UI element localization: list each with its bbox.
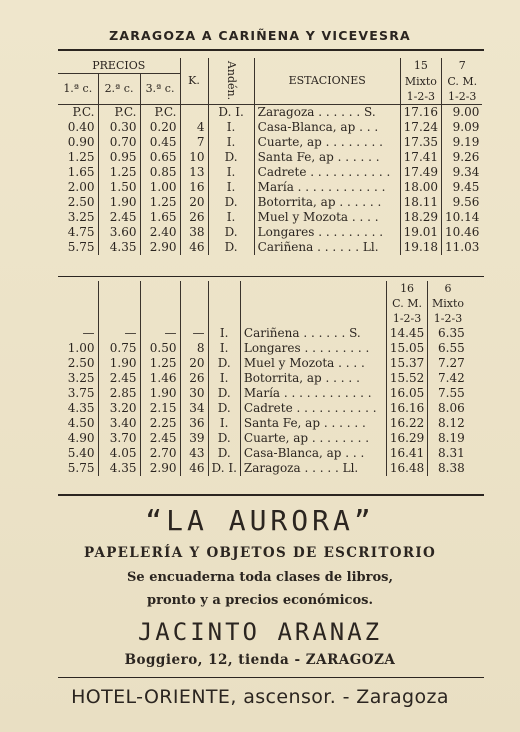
outbound-cell: D.: [208, 225, 254, 240]
outbound-cell: [180, 104, 208, 120]
outbound-cell: 0.40: [58, 120, 98, 135]
return-cell: D.: [208, 446, 240, 461]
return-cell: 7.42: [438, 371, 465, 385]
outbound-row: [58, 210, 482, 225]
outbound-cell: Cariñena . . . . . . Ll.: [254, 240, 400, 255]
outbound-cell: I.: [208, 120, 254, 135]
outbound-cell: 9.09: [452, 119, 480, 134]
return-row: [58, 341, 468, 356]
return-cell: 2.45: [140, 431, 180, 446]
outbound-timetable: [58, 58, 482, 255]
return-cell: 3.70: [98, 431, 140, 446]
return-cell: —: [98, 326, 140, 341]
return-row: [58, 401, 468, 416]
hotel-oriente-ad: HOTEL-ORIENTE, ascensor. - Zaragoza: [71, 686, 449, 708]
return-cell: 34: [180, 401, 208, 416]
return-cell: 8.38: [438, 461, 465, 475]
return-cell: —: [140, 326, 180, 341]
outbound-cell: 4: [180, 120, 208, 135]
return-cell: Casa-Blanca, ap . . .: [240, 446, 386, 461]
outbound-cell: 0.70: [98, 135, 140, 150]
return-cell: 15.05: [386, 341, 427, 356]
outbound-cell: 5.75: [58, 240, 98, 255]
return-cell: 2.85: [98, 386, 140, 401]
class-3-label: 3.ª c.: [140, 74, 180, 105]
outbound-cell: I.: [208, 135, 254, 150]
train-15-number: 15: [400, 58, 441, 74]
return-cell: Cadrete . . . . . . . . . . .: [240, 401, 386, 416]
outbound-cell: 9.26: [452, 149, 480, 164]
return-cell: 1.00: [58, 341, 98, 356]
outbound-cell: 10.14: [445, 209, 480, 224]
return-cell: 46: [180, 461, 208, 476]
table-bottom-rule: [58, 494, 484, 496]
return-cell: 3.75: [58, 386, 98, 401]
ad-line-1: Se encuaderna toda clases de libros,: [127, 570, 393, 585]
return-timetable: [58, 281, 468, 476]
return-cell: 30: [180, 386, 208, 401]
outbound-cell: 19.01: [400, 225, 441, 240]
outbound-row: [58, 165, 482, 180]
return-row: [58, 431, 468, 446]
return-cell: Longares . . . . . . . . .: [240, 341, 386, 356]
estaciones-label: ESTACIONES: [254, 58, 400, 104]
outbound-cell: 0.65: [140, 150, 180, 165]
k-label: K.: [180, 58, 208, 104]
return-cell: D. I.: [208, 461, 240, 476]
return-rows: [58, 326, 468, 476]
outbound-cell: D.: [208, 150, 254, 165]
return-cell: 2.45: [98, 371, 140, 386]
title-rule: [58, 49, 484, 51]
outbound-cell: 9.34: [452, 164, 480, 179]
hotel-rule: [58, 677, 484, 678]
outbound-cell: Cuarte, ap . . . . . . . .: [254, 135, 400, 150]
return-cell: 2.90: [140, 461, 180, 476]
return-cell: 20: [180, 356, 208, 371]
outbound-cell: 17.41: [400, 150, 441, 165]
outbound-cell: 18.00: [400, 180, 441, 195]
anden-label: Andén.: [208, 58, 254, 104]
train-15-type: Mixto 1-2-3: [400, 74, 441, 105]
return-row: [58, 371, 468, 386]
outbound-row: [58, 195, 482, 210]
return-cell: 4.50: [58, 416, 98, 431]
return-cell: 6.55: [438, 341, 465, 355]
train-6-header: 6 Mixto 1-2-3: [431, 282, 465, 325]
return-row: [58, 326, 468, 341]
outbound-cell: 17.35: [400, 135, 441, 150]
outbound-cell: P.C.: [58, 104, 98, 120]
outbound-row: [58, 150, 482, 165]
outbound-cell: Botorrita, ap . . . . . .: [254, 195, 400, 210]
outbound-cell: 46: [180, 240, 208, 255]
outbound-rows: [58, 104, 482, 255]
outbound-cell: 38: [180, 225, 208, 240]
return-cell: Muel y Mozota . . . .: [240, 356, 386, 371]
return-cell: 1.90: [140, 386, 180, 401]
outbound-cell: 1.90: [98, 195, 140, 210]
return-cell: I.: [208, 326, 240, 341]
return-cell: 2.50: [58, 356, 98, 371]
return-cell: 2.70: [140, 446, 180, 461]
outbound-cell: 3.60: [98, 225, 140, 240]
return-cell: María . . . . . . . . . . . .: [240, 386, 386, 401]
return-cell: D.: [208, 431, 240, 446]
outbound-cell: 18.29: [400, 210, 441, 225]
outbound-cell: 9.00: [452, 104, 480, 119]
return-cell: 5.75: [58, 461, 98, 476]
return-cell: 26: [180, 371, 208, 386]
outbound-cell: D.: [208, 240, 254, 255]
return-cell: 15.37: [386, 356, 427, 371]
ad-line-2: pronto y a precios económicos.: [147, 593, 373, 608]
return-cell: 16.48: [386, 461, 427, 476]
outbound-cell: 17.24: [400, 120, 441, 135]
return-cell: 4.05: [98, 446, 140, 461]
return-cell: 16.29: [386, 431, 427, 446]
outbound-cell: 16: [180, 180, 208, 195]
return-cell: 1.90: [98, 356, 140, 371]
return-cell: 3.20: [98, 401, 140, 416]
ad-address: Boggiero, 12, tienda - ZARAGOZA: [124, 652, 396, 668]
return-row: [58, 446, 468, 461]
outbound-cell: 19.18: [400, 240, 441, 255]
outbound-cell: 0.30: [98, 120, 140, 135]
outbound-cell: Zaragoza . . . . . . S.: [254, 104, 400, 120]
return-cell: 16.16: [386, 401, 427, 416]
return-cell: 4.35: [58, 401, 98, 416]
return-cell: 8.19: [438, 431, 465, 445]
outbound-cell: 1.25: [98, 165, 140, 180]
outbound-cell: María . . . . . . . . . . . .: [254, 180, 400, 195]
return-cell: 2.25: [140, 416, 180, 431]
return-cell: 1.46: [140, 371, 180, 386]
outbound-cell: 1.50: [98, 180, 140, 195]
outbound-cell: I.: [208, 165, 254, 180]
train-7-number: 7: [458, 59, 466, 73]
outbound-cell: I.: [208, 210, 254, 225]
outbound-cell: Longares . . . . . . . . .: [254, 225, 400, 240]
return-cell: D.: [208, 401, 240, 416]
return-cell: 8.06: [438, 401, 465, 415]
papeleria-heading: PAPELERÍA Y OBJETOS DE ESCRITORIO: [83, 545, 437, 561]
outbound-cell: 2.40: [140, 225, 180, 240]
return-cell: 0.50: [140, 341, 180, 356]
return-cell: 8.12: [438, 416, 465, 430]
outbound-row: [58, 120, 482, 135]
train-7-type: C. M. 1-2-3: [447, 74, 478, 103]
return-cell: I.: [208, 416, 240, 431]
return-row: [58, 386, 468, 401]
return-cell: 15.52: [386, 371, 427, 386]
outbound-cell: 0.90: [58, 135, 98, 150]
mid-rule: [58, 276, 484, 277]
return-cell: 3.40: [98, 416, 140, 431]
return-cell: —: [180, 326, 208, 341]
return-row: [58, 416, 468, 431]
return-cell: 7.55: [438, 386, 465, 400]
page-title: ZARAGOZA A CARIÑENA Y VICEVESRA: [109, 28, 411, 43]
return-cell: 8.31: [438, 446, 465, 460]
outbound-cell: 1.25: [58, 150, 98, 165]
outbound-row: [58, 104, 482, 120]
outbound-cell: Casa-Blanca, ap . . .: [254, 120, 400, 135]
precios-label: PRECIOS: [58, 58, 180, 74]
return-cell: 8: [180, 341, 208, 356]
return-cell: 5.40: [58, 446, 98, 461]
return-cell: Cariñena . . . . . . S.: [240, 326, 386, 341]
outbound-cell: 9.45: [452, 179, 480, 194]
jacinto-aranaz-heading: JACINTO ARANAZ: [137, 618, 383, 646]
return-cell: Cuarte, ap . . . . . . . .: [240, 431, 386, 446]
header-row-1: [58, 58, 482, 74]
return-cell: 3.25: [58, 371, 98, 386]
outbound-cell: 1.00: [140, 180, 180, 195]
return-cell: Zaragoza . . . . . Ll.: [240, 461, 386, 476]
return-cell: 1.25: [140, 356, 180, 371]
return-cell: 39: [180, 431, 208, 446]
outbound-cell: 18.11: [400, 195, 441, 210]
outbound-cell: 2.45: [98, 210, 140, 225]
outbound-cell: Cadrete . . . . . . . . . . .: [254, 165, 400, 180]
outbound-cell: 2.50: [58, 195, 98, 210]
return-row: [58, 356, 468, 371]
return-cell: 0.75: [98, 341, 140, 356]
outbound-cell: 26: [180, 210, 208, 225]
return-cell: 16.41: [386, 446, 427, 461]
outbound-cell: 3.25: [58, 210, 98, 225]
outbound-cell: 17.49: [400, 165, 441, 180]
return-cell: 43: [180, 446, 208, 461]
la-aurora-heading: “LA AURORA”: [145, 504, 375, 537]
outbound-cell: Santa Fe, ap . . . . . .: [254, 150, 400, 165]
return-cell: 14.45: [386, 326, 427, 341]
outbound-cell: 11.03: [445, 239, 480, 254]
class-2-label: 2.ª c.: [98, 74, 140, 105]
outbound-cell: 13: [180, 165, 208, 180]
outbound-row: [58, 180, 482, 195]
outbound-cell: 0.45: [140, 135, 180, 150]
outbound-cell: 4.35: [98, 240, 140, 255]
outbound-cell: 9.56: [452, 194, 480, 209]
outbound-row: [58, 225, 482, 240]
return-cell: 16.22: [386, 416, 427, 431]
return-cell: 4.35: [98, 461, 140, 476]
outbound-cell: 1.65: [58, 165, 98, 180]
outbound-cell: 4.75: [58, 225, 98, 240]
outbound-cell: 9.19: [452, 134, 480, 149]
outbound-cell: 17.16: [400, 104, 441, 120]
outbound-cell: P.C.: [98, 104, 140, 120]
outbound-cell: P.C.: [140, 104, 180, 120]
return-row: [58, 461, 468, 476]
outbound-cell: I.: [208, 180, 254, 195]
outbound-cell: D.: [208, 195, 254, 210]
outbound-cell: 1.25: [140, 195, 180, 210]
outbound-cell: 0.85: [140, 165, 180, 180]
outbound-cell: 20: [180, 195, 208, 210]
return-cell: 7.27: [438, 356, 465, 370]
outbound-cell: 0.20: [140, 120, 180, 135]
return-cell: —: [58, 326, 98, 341]
outbound-cell: 2.90: [140, 240, 180, 255]
class-1-label: 1.ª c.: [58, 74, 98, 105]
return-cell: 36: [180, 416, 208, 431]
return-cell: 4.90: [58, 431, 98, 446]
outbound-row: [58, 240, 482, 255]
outbound-cell: D. I.: [208, 104, 254, 120]
outbound-cell: 10: [180, 150, 208, 165]
return-cell: Santa Fe, ap . . . . . .: [240, 416, 386, 431]
outbound-cell: Muel y Mozota . . . .: [254, 210, 400, 225]
return-cell: I.: [208, 371, 240, 386]
outbound-cell: 10.46: [445, 224, 480, 239]
outbound-cell: 0.95: [98, 150, 140, 165]
return-cell: I.: [208, 341, 240, 356]
return-cell: 6.35: [438, 326, 465, 340]
return-header: [58, 281, 468, 326]
outbound-cell: 2.00: [58, 180, 98, 195]
return-cell: D.: [208, 356, 240, 371]
return-cell: D.: [208, 386, 240, 401]
return-cell: 16.05: [386, 386, 427, 401]
outbound-row: [58, 135, 482, 150]
outbound-cell: 1.65: [140, 210, 180, 225]
outbound-cell: 7: [180, 135, 208, 150]
return-cell: 2.15: [140, 401, 180, 416]
train-16-header: 16 C. M. 1-2-3: [386, 281, 427, 326]
return-cell: Botorrita, ap . . . . .: [240, 371, 386, 386]
